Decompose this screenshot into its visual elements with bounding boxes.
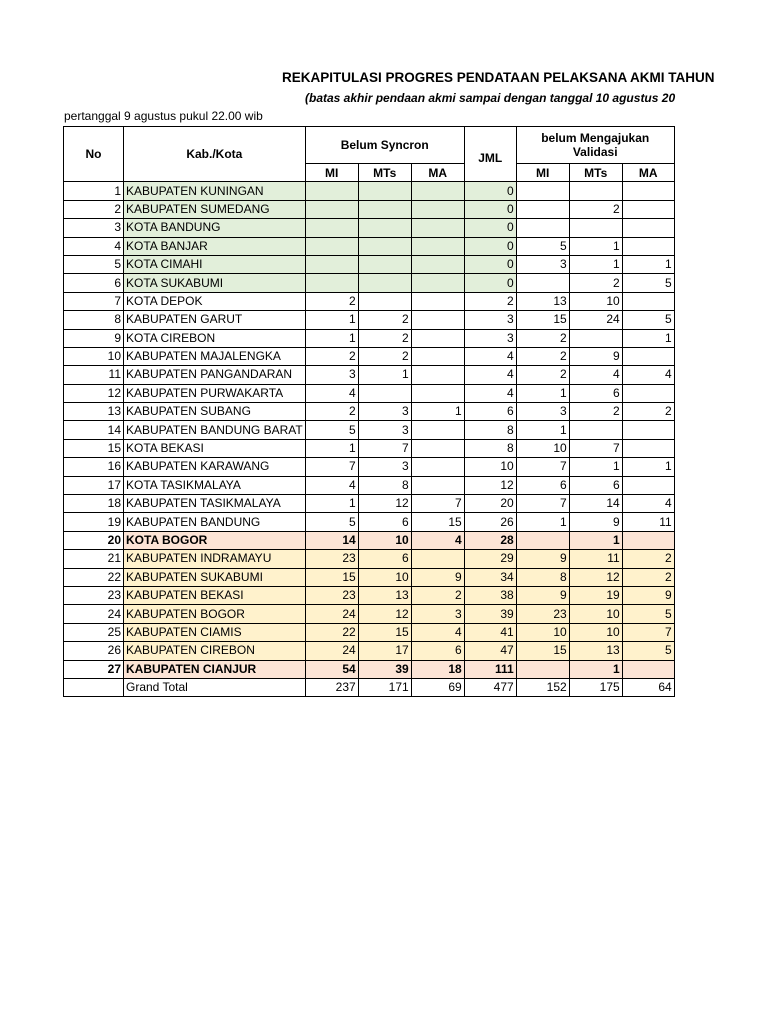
row-val-mi: 8 xyxy=(516,568,569,586)
table-row xyxy=(64,384,675,402)
row-kab-kota: KOTA BANJAR xyxy=(124,237,306,255)
row-val-ma: 5 xyxy=(622,605,674,623)
row-val-mts: 7 xyxy=(569,439,622,457)
row-sync-ma: 2 xyxy=(411,586,464,604)
row-no: 2 xyxy=(64,200,124,218)
row-val-mi xyxy=(516,219,569,237)
grand-total-no xyxy=(64,678,124,696)
row-jml: 34 xyxy=(464,568,516,586)
header-jml: JML xyxy=(464,127,516,182)
row-val-mts: 1 xyxy=(569,255,622,273)
row-sync-mts xyxy=(358,274,411,292)
grand-total-val-ma: 64 xyxy=(622,678,674,696)
row-no: 15 xyxy=(64,439,124,457)
row-val-mts: 6 xyxy=(569,476,622,494)
row-sync-mi: 1 xyxy=(305,329,358,347)
row-kab-kota: KABUPATEN SUBANG xyxy=(124,403,306,421)
row-kab-kota: KABUPATEN SUMEDANG xyxy=(124,200,306,218)
row-val-mts: 2 xyxy=(569,274,622,292)
row-sync-ma: 4 xyxy=(411,623,464,641)
table-row xyxy=(64,237,675,255)
row-val-mi: 15 xyxy=(516,311,569,329)
row-sync-mts: 7 xyxy=(358,439,411,457)
row-sync-ma: 7 xyxy=(411,495,464,513)
row-val-mts: 24 xyxy=(569,311,622,329)
row-kab-kota: KOTA DEPOK xyxy=(124,292,306,310)
row-val-mi xyxy=(516,660,569,678)
row-val-ma xyxy=(622,182,674,200)
header-val-mi: MI xyxy=(516,164,569,182)
row-kab-kota: KABUPATEN BANDUNG xyxy=(124,513,306,531)
row-sync-mi: 4 xyxy=(305,384,358,402)
header-belum-validasi-line1: belum Mengajukan xyxy=(541,131,650,145)
row-sync-mi: 4 xyxy=(305,476,358,494)
row-sync-ma xyxy=(411,421,464,439)
table-row xyxy=(64,531,675,549)
table-row xyxy=(64,292,675,310)
row-no: 27 xyxy=(64,660,124,678)
table-row xyxy=(64,623,675,641)
row-val-mi xyxy=(516,274,569,292)
row-val-ma xyxy=(622,476,674,494)
row-val-mi: 1 xyxy=(516,384,569,402)
row-sync-mi xyxy=(305,237,358,255)
row-no: 10 xyxy=(64,347,124,365)
header-belum-validasi xyxy=(516,127,674,164)
row-kab-kota: KOTA BEKASI xyxy=(124,439,306,457)
table-row xyxy=(64,274,675,292)
row-val-mi: 15 xyxy=(516,642,569,660)
row-jml: 6 xyxy=(464,403,516,421)
row-no: 20 xyxy=(64,531,124,549)
row-no: 6 xyxy=(64,274,124,292)
row-jml: 20 xyxy=(464,495,516,513)
row-no: 14 xyxy=(64,421,124,439)
row-sync-mi: 14 xyxy=(305,531,358,549)
recap-table xyxy=(63,126,675,697)
table-row xyxy=(64,347,675,365)
row-no: 5 xyxy=(64,255,124,273)
row-sync-ma: 18 xyxy=(411,660,464,678)
row-sync-mts: 12 xyxy=(358,605,411,623)
row-sync-mi: 1 xyxy=(305,439,358,457)
row-jml: 29 xyxy=(464,550,516,568)
table-row xyxy=(64,568,675,586)
table-row xyxy=(64,550,675,568)
row-val-ma: 5 xyxy=(622,642,674,660)
row-sync-ma xyxy=(411,550,464,568)
row-val-mi: 3 xyxy=(516,255,569,273)
row-sync-mi xyxy=(305,219,358,237)
row-no: 8 xyxy=(64,311,124,329)
row-sync-ma: 6 xyxy=(411,642,464,660)
row-no: 18 xyxy=(64,495,124,513)
row-sync-mi: 2 xyxy=(305,347,358,365)
row-val-mts: 9 xyxy=(569,347,622,365)
row-sync-mts: 3 xyxy=(358,458,411,476)
row-sync-mts: 2 xyxy=(358,347,411,365)
row-kab-kota: KOTA SUKABUMI xyxy=(124,274,306,292)
row-sync-mts xyxy=(358,182,411,200)
header-sync-ma: MA xyxy=(411,164,464,182)
header-val-mts: MTs xyxy=(569,164,622,182)
row-sync-mts: 39 xyxy=(358,660,411,678)
row-sync-ma xyxy=(411,347,464,365)
row-sync-ma xyxy=(411,237,464,255)
row-sync-ma xyxy=(411,219,464,237)
row-val-mts: 1 xyxy=(569,458,622,476)
row-val-mi: 9 xyxy=(516,586,569,604)
header-kab-kota: Kab./Kota xyxy=(124,127,306,182)
row-val-ma xyxy=(622,660,674,678)
table-row xyxy=(64,421,675,439)
row-no: 4 xyxy=(64,237,124,255)
table-body xyxy=(64,182,675,679)
table-row xyxy=(64,311,675,329)
row-sync-mi: 7 xyxy=(305,458,358,476)
row-jml: 0 xyxy=(464,274,516,292)
table-row xyxy=(64,219,675,237)
row-sync-mts: 2 xyxy=(358,329,411,347)
row-jml: 111 xyxy=(464,660,516,678)
row-sync-mi xyxy=(305,182,358,200)
row-val-mi: 5 xyxy=(516,237,569,255)
grand-total-jml: 477 xyxy=(464,678,516,696)
row-sync-ma xyxy=(411,439,464,457)
row-val-mts: 6 xyxy=(569,384,622,402)
row-sync-mts: 2 xyxy=(358,311,411,329)
row-kab-kota: KABUPATEN BOGOR xyxy=(124,605,306,623)
row-val-mts: 10 xyxy=(569,623,622,641)
row-jml: 28 xyxy=(464,531,516,549)
row-sync-mi: 15 xyxy=(305,568,358,586)
row-val-mi xyxy=(516,531,569,549)
row-val-mi: 9 xyxy=(516,550,569,568)
row-kab-kota: KOTA BOGOR xyxy=(124,531,306,549)
row-sync-mts: 10 xyxy=(358,531,411,549)
row-val-ma: 11 xyxy=(622,513,674,531)
row-val-ma: 9 xyxy=(622,586,674,604)
row-jml: 8 xyxy=(464,421,516,439)
row-val-ma xyxy=(622,200,674,218)
row-jml: 41 xyxy=(464,623,516,641)
row-val-mi: 2 xyxy=(516,329,569,347)
grand-total-sync-mi: 237 xyxy=(305,678,358,696)
table-row xyxy=(64,255,675,273)
row-val-ma xyxy=(622,219,674,237)
row-val-mts: 1 xyxy=(569,237,622,255)
header-belum-validasi-line2: Validasi xyxy=(572,145,618,159)
row-val-mi: 1 xyxy=(516,421,569,439)
table-row xyxy=(64,458,675,476)
row-sync-ma: 9 xyxy=(411,568,464,586)
row-sync-mts: 6 xyxy=(358,513,411,531)
row-val-mts xyxy=(569,219,622,237)
row-jml: 2 xyxy=(464,292,516,310)
report-title: REKAPITULASI PROGRES PENDATAAN PELAKSANA AKMI TAHUN xyxy=(282,70,715,85)
row-sync-ma xyxy=(411,476,464,494)
row-kab-kota: KABUPATEN KUNINGAN xyxy=(124,182,306,200)
report-subtitle: (batas akhir pendaan akmi sampai dengan tanggal 10 agustus 20 xyxy=(305,91,676,105)
row-sync-ma xyxy=(411,384,464,402)
row-val-mi: 2 xyxy=(516,366,569,384)
row-val-mts xyxy=(569,329,622,347)
row-kab-kota: KABUPATEN TASIKMALAYA xyxy=(124,495,306,513)
row-sync-mi: 2 xyxy=(305,292,358,310)
row-sync-ma xyxy=(411,366,464,384)
row-val-mts: 1 xyxy=(569,531,622,549)
row-no: 17 xyxy=(64,476,124,494)
row-jml: 4 xyxy=(464,366,516,384)
row-sync-mi: 54 xyxy=(305,660,358,678)
row-val-mi: 13 xyxy=(516,292,569,310)
row-sync-mi: 5 xyxy=(305,421,358,439)
table-row xyxy=(64,586,675,604)
row-val-mts: 14 xyxy=(569,495,622,513)
row-no: 9 xyxy=(64,329,124,347)
row-jml: 0 xyxy=(464,200,516,218)
row-no: 21 xyxy=(64,550,124,568)
row-val-mi: 7 xyxy=(516,458,569,476)
row-no: 25 xyxy=(64,623,124,641)
row-sync-mi: 3 xyxy=(305,366,358,384)
as-of-note: pertanggal 9 agustus pukul 22.00 wib xyxy=(64,109,263,123)
row-val-mts: 2 xyxy=(569,200,622,218)
row-sync-ma xyxy=(411,292,464,310)
row-val-mts: 13 xyxy=(569,642,622,660)
row-val-mts: 10 xyxy=(569,605,622,623)
row-val-mts: 4 xyxy=(569,366,622,384)
table-row xyxy=(64,513,675,531)
row-jml: 4 xyxy=(464,384,516,402)
row-kab-kota: KABUPATEN BEKASI xyxy=(124,586,306,604)
row-val-ma: 4 xyxy=(622,495,674,513)
row-kab-kota: KABUPATEN INDRAMAYU xyxy=(124,550,306,568)
row-val-ma xyxy=(622,347,674,365)
row-val-mi: 7 xyxy=(516,495,569,513)
row-sync-ma xyxy=(411,200,464,218)
table-row xyxy=(64,366,675,384)
row-sync-mi: 1 xyxy=(305,311,358,329)
row-val-mts: 2 xyxy=(569,403,622,421)
row-sync-mts xyxy=(358,219,411,237)
table-row xyxy=(64,660,675,678)
row-val-mi: 2 xyxy=(516,347,569,365)
row-sync-mts: 12 xyxy=(358,495,411,513)
row-val-mi xyxy=(516,182,569,200)
row-no: 11 xyxy=(64,366,124,384)
row-kab-kota: KABUPATEN CIREBON xyxy=(124,642,306,660)
header-sync-mts: MTs xyxy=(358,164,411,182)
row-val-ma xyxy=(622,384,674,402)
grand-total-val-mts: 175 xyxy=(569,678,622,696)
row-sync-mi: 22 xyxy=(305,623,358,641)
row-sync-mts: 8 xyxy=(358,476,411,494)
row-sync-mi: 24 xyxy=(305,642,358,660)
row-sync-ma xyxy=(411,182,464,200)
row-val-mts: 19 xyxy=(569,586,622,604)
row-sync-mts: 6 xyxy=(358,550,411,568)
row-kab-kota: KABUPATEN PURWAKARTA xyxy=(124,384,306,402)
row-val-mts xyxy=(569,421,622,439)
row-val-ma: 2 xyxy=(622,403,674,421)
row-kab-kota: KOTA TASIKMALAYA xyxy=(124,476,306,494)
row-sync-mts: 3 xyxy=(358,421,411,439)
row-val-ma: 1 xyxy=(622,458,674,476)
table-row xyxy=(64,642,675,660)
header-belum-syncron: Belum Syncron xyxy=(305,127,464,164)
header-val-ma: MA xyxy=(622,164,674,182)
row-val-ma: 1 xyxy=(622,255,674,273)
row-jml: 8 xyxy=(464,439,516,457)
row-sync-mi: 23 xyxy=(305,586,358,604)
row-kab-kota: KABUPATEN SUKABUMI xyxy=(124,568,306,586)
row-kab-kota: KABUPATEN BANDUNG BARAT xyxy=(124,421,306,439)
row-val-mts: 12 xyxy=(569,568,622,586)
row-no: 1 xyxy=(64,182,124,200)
row-kab-kota: KABUPATEN MAJALENGKA xyxy=(124,347,306,365)
row-val-mts: 11 xyxy=(569,550,622,568)
table-row xyxy=(64,605,675,623)
row-val-mi: 10 xyxy=(516,623,569,641)
row-sync-mi: 5 xyxy=(305,513,358,531)
row-no: 16 xyxy=(64,458,124,476)
row-sync-mts: 1 xyxy=(358,366,411,384)
row-no: 12 xyxy=(64,384,124,402)
row-val-mi: 6 xyxy=(516,476,569,494)
header-no: No xyxy=(64,127,124,182)
row-val-mi: 23 xyxy=(516,605,569,623)
row-val-ma xyxy=(622,439,674,457)
row-val-ma: 1 xyxy=(622,329,674,347)
row-val-mi: 10 xyxy=(516,439,569,457)
row-val-ma: 2 xyxy=(622,568,674,586)
row-kab-kota: KABUPATEN KARAWANG xyxy=(124,458,306,476)
row-jml: 0 xyxy=(464,255,516,273)
row-sync-mi: 24 xyxy=(305,605,358,623)
row-jml: 0 xyxy=(464,182,516,200)
table-row xyxy=(64,476,675,494)
row-sync-mts xyxy=(358,200,411,218)
grand-total-sync-ma: 69 xyxy=(411,678,464,696)
row-jml: 47 xyxy=(464,642,516,660)
row-val-ma xyxy=(622,237,674,255)
row-val-mi: 3 xyxy=(516,403,569,421)
row-sync-ma xyxy=(411,329,464,347)
row-val-mi xyxy=(516,200,569,218)
row-kab-kota: KABUPATEN CIANJUR xyxy=(124,660,306,678)
row-jml: 0 xyxy=(464,237,516,255)
row-sync-mi: 2 xyxy=(305,403,358,421)
row-no: 24 xyxy=(64,605,124,623)
row-sync-mts: 10 xyxy=(358,568,411,586)
row-sync-mi xyxy=(305,274,358,292)
row-sync-mts: 13 xyxy=(358,586,411,604)
row-sync-mts xyxy=(358,384,411,402)
grand-total-row xyxy=(64,678,675,696)
row-jml: 26 xyxy=(464,513,516,531)
row-jml: 0 xyxy=(464,219,516,237)
row-kab-kota: KOTA CIMAHI xyxy=(124,255,306,273)
table-row xyxy=(64,329,675,347)
row-no: 26 xyxy=(64,642,124,660)
grand-total-label: Grand Total xyxy=(124,678,306,696)
row-sync-ma: 3 xyxy=(411,605,464,623)
row-sync-ma xyxy=(411,274,464,292)
row-sync-mi xyxy=(305,255,358,273)
row-val-mts xyxy=(569,182,622,200)
row-val-mts: 9 xyxy=(569,513,622,531)
row-jml: 39 xyxy=(464,605,516,623)
row-val-ma: 4 xyxy=(622,366,674,384)
grand-total-sync-mts: 171 xyxy=(358,678,411,696)
row-sync-ma: 15 xyxy=(411,513,464,531)
row-val-ma: 7 xyxy=(622,623,674,641)
row-jml: 3 xyxy=(464,329,516,347)
row-kab-kota: KABUPATEN CIAMIS xyxy=(124,623,306,641)
row-sync-mts: 17 xyxy=(358,642,411,660)
row-val-ma xyxy=(622,292,674,310)
row-val-ma: 2 xyxy=(622,550,674,568)
row-sync-mi xyxy=(305,200,358,218)
row-val-mi: 1 xyxy=(516,513,569,531)
row-jml: 38 xyxy=(464,586,516,604)
header-sync-mi: MI xyxy=(305,164,358,182)
row-sync-mts: 15 xyxy=(358,623,411,641)
row-no: 22 xyxy=(64,568,124,586)
row-no: 3 xyxy=(64,219,124,237)
row-kab-kota: KABUPATEN GARUT xyxy=(124,311,306,329)
table-row xyxy=(64,495,675,513)
row-jml: 10 xyxy=(464,458,516,476)
row-val-mts: 10 xyxy=(569,292,622,310)
row-kab-kota: KOTA CIREBON xyxy=(124,329,306,347)
row-val-ma xyxy=(622,531,674,549)
row-no: 7 xyxy=(64,292,124,310)
row-jml: 3 xyxy=(464,311,516,329)
row-val-ma: 5 xyxy=(622,274,674,292)
row-sync-ma xyxy=(411,458,464,476)
table-row xyxy=(64,403,675,421)
row-sync-mts xyxy=(358,237,411,255)
row-sync-ma xyxy=(411,311,464,329)
row-jml: 4 xyxy=(464,347,516,365)
table-row xyxy=(64,200,675,218)
row-sync-mts: 3 xyxy=(358,403,411,421)
row-sync-mi: 23 xyxy=(305,550,358,568)
row-val-ma xyxy=(622,421,674,439)
row-val-mts: 1 xyxy=(569,660,622,678)
row-no: 19 xyxy=(64,513,124,531)
row-kab-kota: KOTA BANDUNG xyxy=(124,219,306,237)
table-row xyxy=(64,439,675,457)
row-sync-ma: 4 xyxy=(411,531,464,549)
grand-total-val-mi: 152 xyxy=(516,678,569,696)
row-sync-mi: 1 xyxy=(305,495,358,513)
row-val-ma: 5 xyxy=(622,311,674,329)
row-sync-mts xyxy=(358,292,411,310)
row-jml: 12 xyxy=(464,476,516,494)
row-no: 13 xyxy=(64,403,124,421)
row-no: 23 xyxy=(64,586,124,604)
row-sync-ma xyxy=(411,255,464,273)
row-sync-mts xyxy=(358,255,411,273)
row-sync-ma: 1 xyxy=(411,403,464,421)
row-kab-kota: KABUPATEN PANGANDARAN xyxy=(124,366,306,384)
table-row xyxy=(64,182,675,200)
